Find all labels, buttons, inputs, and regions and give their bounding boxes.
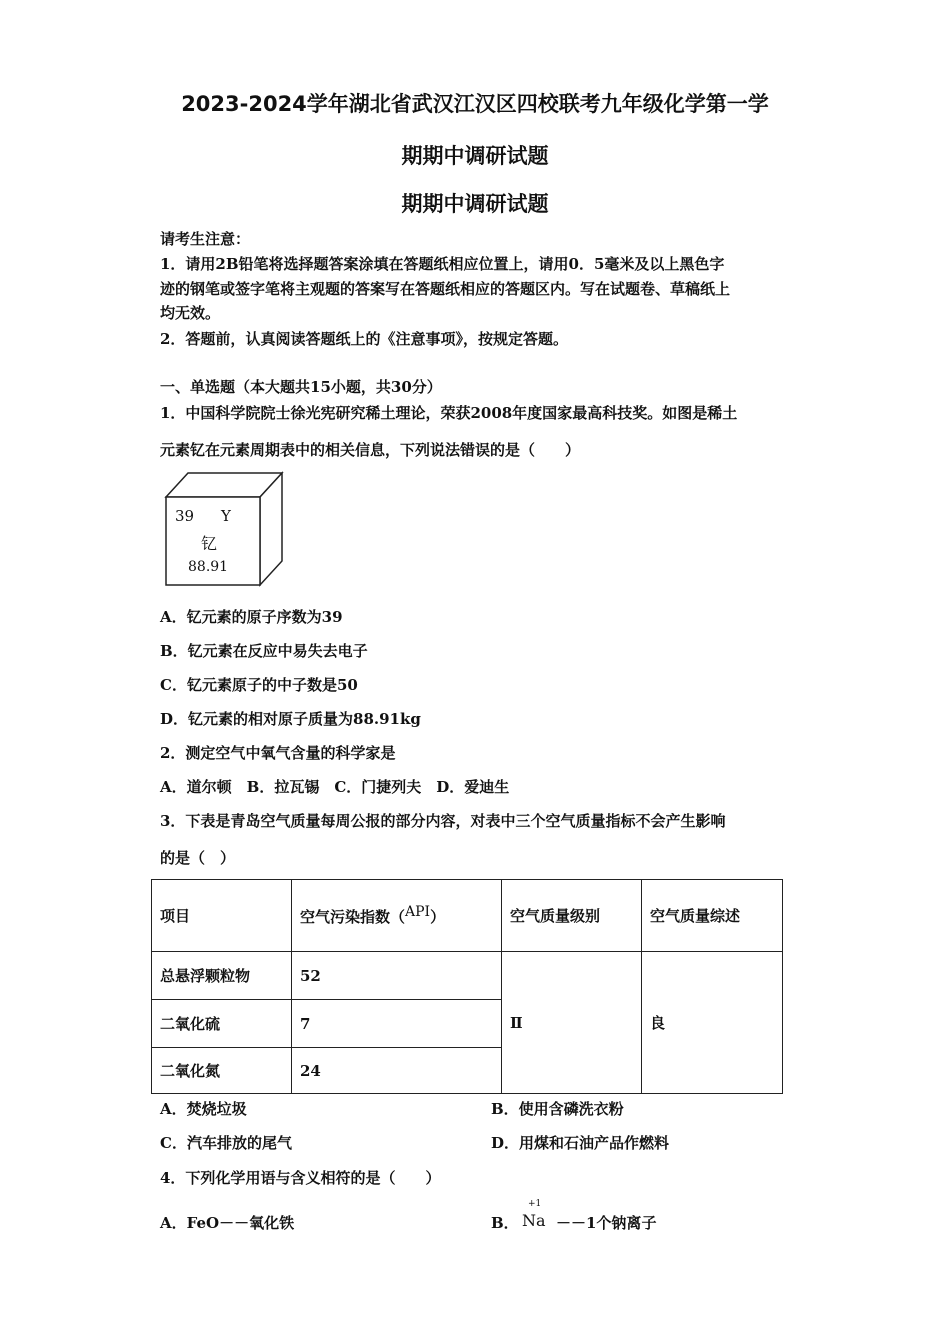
page-title-line2: 期期中调研试题 bbox=[401, 144, 549, 168]
q3-stem-line1: 3．下表是青岛空气质量每周公报的部分内容，对表中三个空气质量指标不会产生影响 bbox=[160, 812, 726, 830]
element-name: 钇 bbox=[201, 534, 218, 553]
element-card-figure bbox=[163, 471, 285, 587]
q4-stem: 4．下列化学用语与含义相符的是（ ） bbox=[160, 1169, 441, 1187]
air-quality-table bbox=[151, 879, 783, 1094]
q2-stem: 2．测定空气中氧气含量的科学家是 bbox=[160, 744, 396, 762]
q4-option-b-text: －－1个钠离子 bbox=[556, 1214, 657, 1232]
element-atomic-number: 39 bbox=[175, 507, 195, 525]
q1-stem-line2: 元素钇在元素周期表中的相关信息，下列说法错误的是（ ） bbox=[160, 441, 581, 459]
row-value: 52 bbox=[292, 952, 502, 1000]
q3-option-d: D．用煤和石油产品作燃料 bbox=[491, 1134, 670, 1152]
q1-option-d: D．钇元素的相对原子质量为88.91kg bbox=[160, 710, 421, 728]
header-api-close: ） bbox=[430, 908, 446, 926]
element-mass: 88.91 bbox=[188, 559, 229, 575]
q1-option-c: C．钇元素原子的中子数是50 bbox=[160, 676, 358, 694]
row-value: 7 bbox=[292, 1000, 502, 1048]
notice-item2: 2．答题前，认真阅读答题纸上的《注意事项》，按规定答题。 bbox=[160, 330, 568, 348]
q4-option-b-symbol: Na bbox=[522, 1211, 546, 1230]
section-heading: 一、单选题（本大题共15小题，共30分） bbox=[160, 378, 442, 396]
q1-option-a: A．钇元素的原子序数为39 bbox=[160, 608, 343, 626]
header-api-abbr: API bbox=[405, 904, 431, 920]
q4-option-b-charge: +1 bbox=[528, 1199, 542, 1209]
row-item: 二氧化硫 bbox=[152, 1000, 292, 1048]
row-value: 24 bbox=[292, 1048, 502, 1094]
notice-item1-line3: 均无效。 bbox=[160, 304, 221, 322]
header-summary: 空气质量综述 bbox=[642, 880, 783, 952]
q3-option-c: C．汽车排放的尾气 bbox=[160, 1134, 292, 1152]
page-title-line1: 2023-2024学年湖北省武汉江汉区四校联考九年级化学第一学 bbox=[181, 92, 769, 116]
row-item: 总悬浮颗粒物 bbox=[152, 952, 292, 1000]
q1-stem-line1: 1．中国科学院院士徐光宪研究稀土理论，荣获2008年度国家最高科技奖。如图是稀土 bbox=[160, 404, 738, 422]
page-title-line3: 期期中调研试题 bbox=[401, 192, 549, 216]
row-item: 二氧化氮 bbox=[152, 1048, 292, 1094]
notice-item1-line1: 1．请用2B铅笔将选择题答案涂填在答题纸相应位置上，请用0．5毫米及以上黑色字 bbox=[160, 255, 725, 273]
q3-stem-line2: 的是（ ） bbox=[160, 849, 236, 867]
notice-heading: 请考生注意： bbox=[160, 230, 251, 248]
q3-option-b: B．使用含磷洗衣粉 bbox=[491, 1100, 624, 1118]
table-header-row bbox=[152, 880, 783, 952]
table-row bbox=[152, 952, 783, 1000]
air-quality-level: Ⅱ bbox=[502, 952, 642, 1094]
q1-option-b: B．钇元素在反应中易失去电子 bbox=[160, 642, 368, 660]
header-api-label: 空气污染指数（ bbox=[300, 908, 406, 926]
element-symbol: Y bbox=[221, 507, 231, 525]
q2-options: A．道尔顿 B．拉瓦锡 C．门捷列夫 D．爱迪生 bbox=[160, 778, 510, 796]
air-quality-summary: 良 bbox=[642, 952, 783, 1094]
q3-option-a: A．焚烧垃圾 bbox=[160, 1100, 247, 1118]
header-level: 空气质量级别 bbox=[502, 880, 642, 952]
header-api bbox=[292, 880, 502, 952]
q4-option-a: A．FeO－－氧化铁 bbox=[160, 1214, 295, 1232]
header-item: 项目 bbox=[152, 880, 292, 952]
notice-item1-line2: 迹的钢笔或签字笔将主观题的答案写在答题纸相应的答题区内。写在试题卷、草稿纸上 bbox=[160, 280, 731, 298]
q4-option-b-label: B． bbox=[491, 1214, 519, 1232]
